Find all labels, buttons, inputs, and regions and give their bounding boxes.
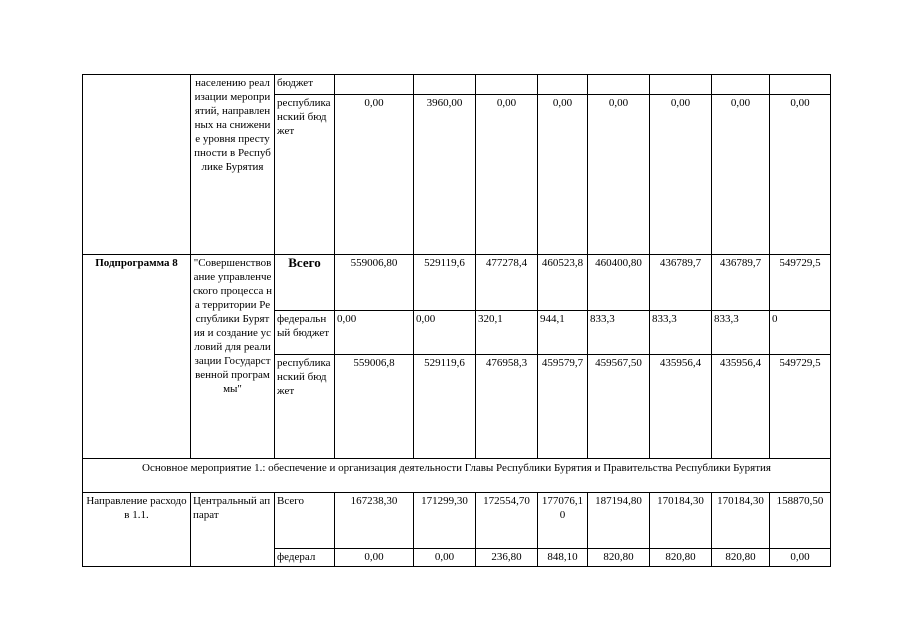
value-cell: 559006,80 (335, 255, 414, 311)
value-cell: 236,80 (476, 549, 538, 567)
value-cell: 549729,5 (770, 255, 831, 311)
value-cell: 435956,4 (650, 355, 712, 459)
funding-source: федеральный бюджет (275, 311, 335, 355)
budget-table (82, 74, 831, 567)
funding-source-total: Всего (275, 493, 335, 549)
value-cell: 3960,00 (414, 95, 476, 255)
value-cell: 167238,30 (335, 493, 414, 549)
value-cell: 0,00 (650, 95, 712, 255)
value-cell: 436789,7 (650, 255, 712, 311)
value-cell: 0,00 (414, 549, 476, 567)
table-row (83, 459, 831, 493)
value-cell: 559006,8 (335, 355, 414, 459)
value-cell: 460523,8 (538, 255, 588, 311)
value-cell: 476958,3 (476, 355, 538, 459)
funding-source: республиканский бюджет (275, 95, 335, 255)
subprogram-label: Подпрограмма 8 (83, 255, 191, 459)
value-cell: 820,80 (650, 549, 712, 567)
value-cell: 529119,6 (414, 255, 476, 311)
value-cell: 833,3 (712, 311, 770, 355)
value-cell: 170184,30 (712, 493, 770, 549)
value-cell: 460400,80 (588, 255, 650, 311)
funding-source: федерал (275, 549, 335, 567)
funding-source: бюджет (275, 75, 335, 95)
main-activity-heading: Основное мероприятие 1.: обеспечение и организация деятельности Главы Республики Бурятия и Правительства Республики Бурятия (83, 459, 831, 493)
table-row (83, 255, 831, 311)
expense-direction-label: Направление расходов 1.1. (83, 493, 191, 567)
value-cell: 0,00 (770, 549, 831, 567)
value-cell: 820,80 (712, 549, 770, 567)
value-cell: 848,10 (538, 549, 588, 567)
funding-source-total: Всего (275, 255, 335, 311)
funding-source: республиканский бюджет (275, 355, 335, 459)
value-cell: 0 (770, 311, 831, 355)
value-cell: 177076,10 (538, 493, 588, 549)
value-cell: 187194,80 (588, 493, 650, 549)
value-cell: 0,00 (712, 95, 770, 255)
value-cell: 0,00 (335, 311, 414, 355)
value-cell: 0,00 (414, 311, 476, 355)
value-cell: 0,00 (335, 95, 414, 255)
value-cell: 477278,4 (476, 255, 538, 311)
value-cell: 170184,30 (650, 493, 712, 549)
col1-cell (83, 75, 191, 255)
value-cell: 0,00 (588, 95, 650, 255)
value-cell: 158870,50 (770, 493, 831, 549)
table-row (83, 75, 831, 95)
value-cell: 833,3 (650, 311, 712, 355)
value-cell: 549729,5 (770, 355, 831, 459)
value-cell: 171299,30 (414, 493, 476, 549)
value-cell: 0,00 (476, 95, 538, 255)
value-cell: 459579,7 (538, 355, 588, 459)
value-cell: 0,00 (538, 95, 588, 255)
value-cell: 0,00 (770, 95, 831, 255)
table-row (83, 493, 831, 549)
value-cell: 833,3 (588, 311, 650, 355)
value-cell: 944,1 (538, 311, 588, 355)
value-cell: 172554,70 (476, 493, 538, 549)
value-cell: 529119,6 (414, 355, 476, 459)
value-cell: 436789,7 (712, 255, 770, 311)
value-cell: 820,80 (588, 549, 650, 567)
value-cell: 459567,50 (588, 355, 650, 459)
expense-direction-description: Центральный аппарат (191, 493, 275, 567)
value-cell: 435956,4 (712, 355, 770, 459)
value-cell: 0,00 (335, 549, 414, 567)
value-cell: 320,1 (476, 311, 538, 355)
subprogram-description: "Совершенствование управленческого процесса на территории Республики Бурятия и создание условий для реализации Государственной программы" (191, 255, 275, 459)
measure-description: населению реализации мероприятий, направленных на снижение уровня преступности в Республике Бурятия (191, 75, 275, 255)
